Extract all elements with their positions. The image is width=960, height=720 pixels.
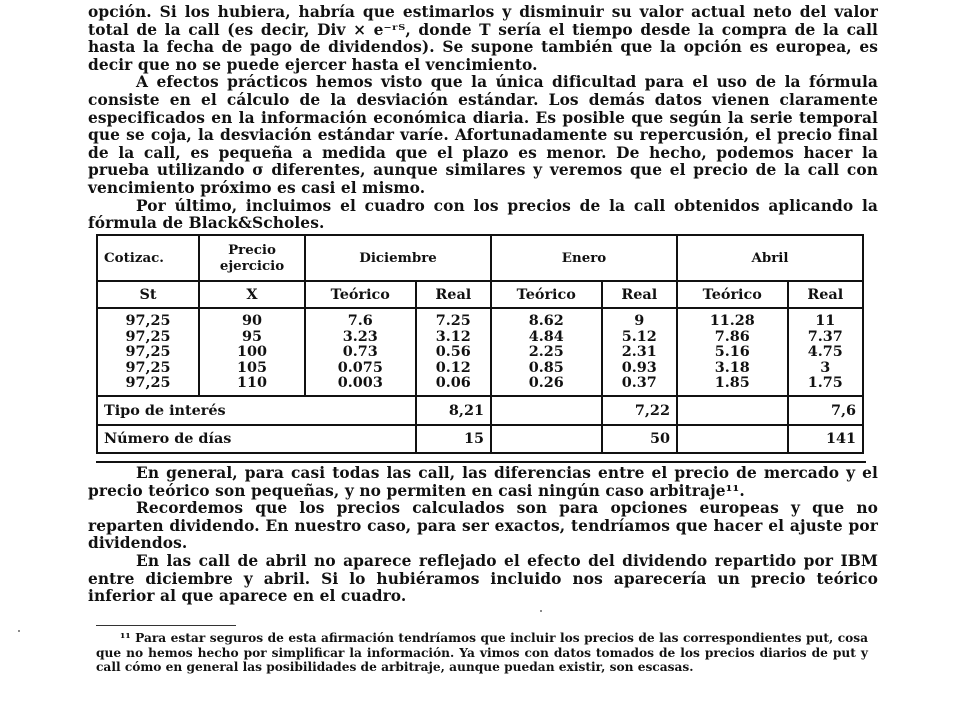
- col-st: [97, 308, 199, 397]
- table-cell-value: 7.25: [435, 312, 471, 330]
- table-cell-value: 0.37: [621, 374, 657, 392]
- col-x: [199, 308, 305, 397]
- subheader-st-label: St: [139, 286, 157, 304]
- header-cotizac: Cotizac.: [97, 235, 199, 281]
- numero-dias-ene-blank: [491, 425, 602, 453]
- footnote-11: ¹¹ Para estar seguros de esta afirmación tendríamos que incluir los precios de las correspondientes put, cosa que no hemos hecho por simplificar la información. Ya vimos con datos tomados de los precios diarios de put y call cómo en general las posibilidades de arbitraje, aunque puedan existir, son escasas.: [96, 631, 868, 675]
- call-prices-table: [96, 234, 864, 454]
- row-tipo-interes: [97, 396, 863, 424]
- subheader-st: [97, 281, 199, 307]
- col-dic-real: [416, 308, 491, 397]
- table-cell-value: 0.003: [337, 374, 383, 392]
- table-cell-value: 97,25: [125, 343, 171, 361]
- table-cell-value: 7.6: [347, 312, 373, 330]
- table-cell-value: 3: [820, 358, 831, 376]
- tipo-interes-abr-blank: [677, 396, 788, 424]
- table-cell-value: 7.37: [807, 327, 843, 345]
- tipo-interes-dic: 8,21: [416, 396, 491, 424]
- table-cell-value: 0.73: [342, 343, 378, 361]
- paragraph-4: En general, para casi todas las call, las diferencias entre el precio de mercado y el precio teórico son pequeñas, y no permiten en casi ningún caso arbitraje¹¹.: [88, 464, 878, 500]
- table-cell-value: 97,25: [125, 374, 171, 392]
- footnote-rule: [96, 625, 236, 626]
- col-abr-real: [788, 308, 863, 397]
- numero-dias-label: Número de días: [97, 425, 416, 453]
- table-cell-value: 97,25: [125, 327, 171, 345]
- table-cell-value: 1.75: [807, 374, 843, 392]
- table-cell-value: 0.075: [337, 358, 383, 376]
- table-cell-value: 2.25: [528, 343, 564, 361]
- table-cell-value: 9: [634, 312, 645, 330]
- table-cell-value: 3.18: [714, 358, 750, 376]
- table-cell-value: 110: [236, 374, 268, 392]
- table-cell-value: 0.12: [435, 358, 471, 376]
- table-divider-line: [96, 461, 866, 463]
- numero-dias-dic: 15: [416, 425, 491, 453]
- row-numero-dias: [97, 425, 863, 453]
- table-cell-value: 4.84: [528, 327, 564, 345]
- col-ene-teorico: [491, 308, 602, 397]
- table-cell-value: 0.06: [435, 374, 471, 392]
- table-cell-value: 1.85: [714, 374, 750, 392]
- table-cell-value: 3.12: [435, 327, 471, 345]
- paragraph-5: Recordemos que los precios calculados son para opciones europeas y que no reparten dividendo. En nuestro caso, para ser exactos, tendríamos que hacer el ajuste por dividendos.: [88, 499, 878, 553]
- scan-speck: [18, 630, 20, 632]
- table-cell-value: 5.12: [621, 327, 657, 345]
- table-cell-value: 0.26: [528, 374, 564, 392]
- numero-dias-ene: 50: [602, 425, 677, 453]
- table-cell-value: 100: [236, 343, 268, 361]
- scan-speck: [540, 610, 542, 612]
- header-precio-ejercicio: Precio ejercicio: [199, 235, 305, 281]
- table-cell-value: 97,25: [125, 358, 171, 376]
- table-cell-value: 8.62: [528, 312, 564, 330]
- table-cell-value: 7.86: [714, 327, 750, 345]
- table-cell-value: 3.23: [342, 327, 378, 345]
- subheader-abr-teorico: Teórico: [677, 281, 788, 307]
- table-cell-value: 95: [241, 327, 263, 345]
- header-enero: Enero: [491, 235, 677, 281]
- subheader-dic-teorico: Teórico: [305, 281, 416, 307]
- paragraph-1: opción. Si los hubiera, habría que estimarlos y disminuir su valor actual neto del valor total de la call (es decir, Div × e⁻ʳᵀ, donde T sería el tiempo desde la compra de la call hasta la fecha de pago de dividendos). Se supone también que la opción es europea, es decir que no se puede ejercer hasta el vencimiento.: [88, 3, 878, 74]
- header-diciembre: Diciembre: [305, 235, 491, 281]
- table-cell-value: 0.56: [435, 343, 471, 361]
- conclusion-text: [88, 465, 878, 606]
- table-cell-value: 5.16: [714, 343, 750, 361]
- table-cell-value: 11.28: [709, 312, 755, 330]
- tipo-interes-ene: 7,22: [602, 396, 677, 424]
- subheader-ene-teorico: Teórico: [491, 281, 602, 307]
- table-cell-value: 97,25: [125, 312, 171, 330]
- numero-dias-abr-blank: [677, 425, 788, 453]
- col-ene-real: [602, 308, 677, 397]
- paragraph-2: A efectos prácticos hemos visto que la única dificultad para el uso de la fórmula consiste en el cálculo de la desviación estándar. Los demás datos vienen claramente especificados en la información económica diaria. Es posible que según la serie temporal que se coja, la desviación estándar varíe. Afortunadamente su repercusión, el precio final de la call, es pequeña a medida que el plazo es menor. De hecho, podemos hacer la prueba utilizando σ diferentes, aunque similares y veremos que el precio de la call con vencimiento próximo es casi el mismo.: [88, 73, 878, 197]
- col-abr-teorico: [677, 308, 788, 397]
- col-dic-teorico: [305, 308, 416, 397]
- subheader-x: X: [199, 281, 305, 307]
- table-header-row: [97, 235, 863, 281]
- table-cell-value: 2.31: [621, 343, 657, 361]
- table-cell-value: 0.85: [528, 358, 564, 376]
- subheader-dic-real: Real: [416, 281, 491, 307]
- tipo-interes-ene-blank: [491, 396, 602, 424]
- table-data-row: [97, 308, 863, 397]
- subheader-abr-real: Real: [788, 281, 863, 307]
- table-subheader-row: [97, 281, 863, 307]
- table-cell-value: 0.93: [621, 358, 657, 376]
- table-cell-value: 11: [815, 312, 836, 330]
- numero-dias-abr: 141: [788, 425, 863, 453]
- subheader-ene-real: Real: [602, 281, 677, 307]
- paragraph-6: En las call de abril no aparece reflejado el efecto del dividendo repartido por IBM entre diciembre y abril. Si lo hubiéramos incluido nos aparecería un precio teórico inferior al que aparece en el cuadro.: [88, 551, 878, 606]
- tipo-interes-abr: 7,6: [788, 396, 863, 424]
- intro-text: [88, 4, 878, 233]
- table-cell-value: 4.75: [807, 343, 843, 361]
- tipo-interes-label: Tipo de interés: [97, 396, 416, 424]
- table-cell-value: 105: [236, 358, 268, 376]
- table-cell-value: 90: [241, 312, 263, 330]
- paragraph-3: Por último, incluimos el cuadro con los precios de la call obtenidos aplicando la fórmula de Black&Scholes.: [88, 196, 878, 233]
- header-abril: Abril: [677, 235, 863, 281]
